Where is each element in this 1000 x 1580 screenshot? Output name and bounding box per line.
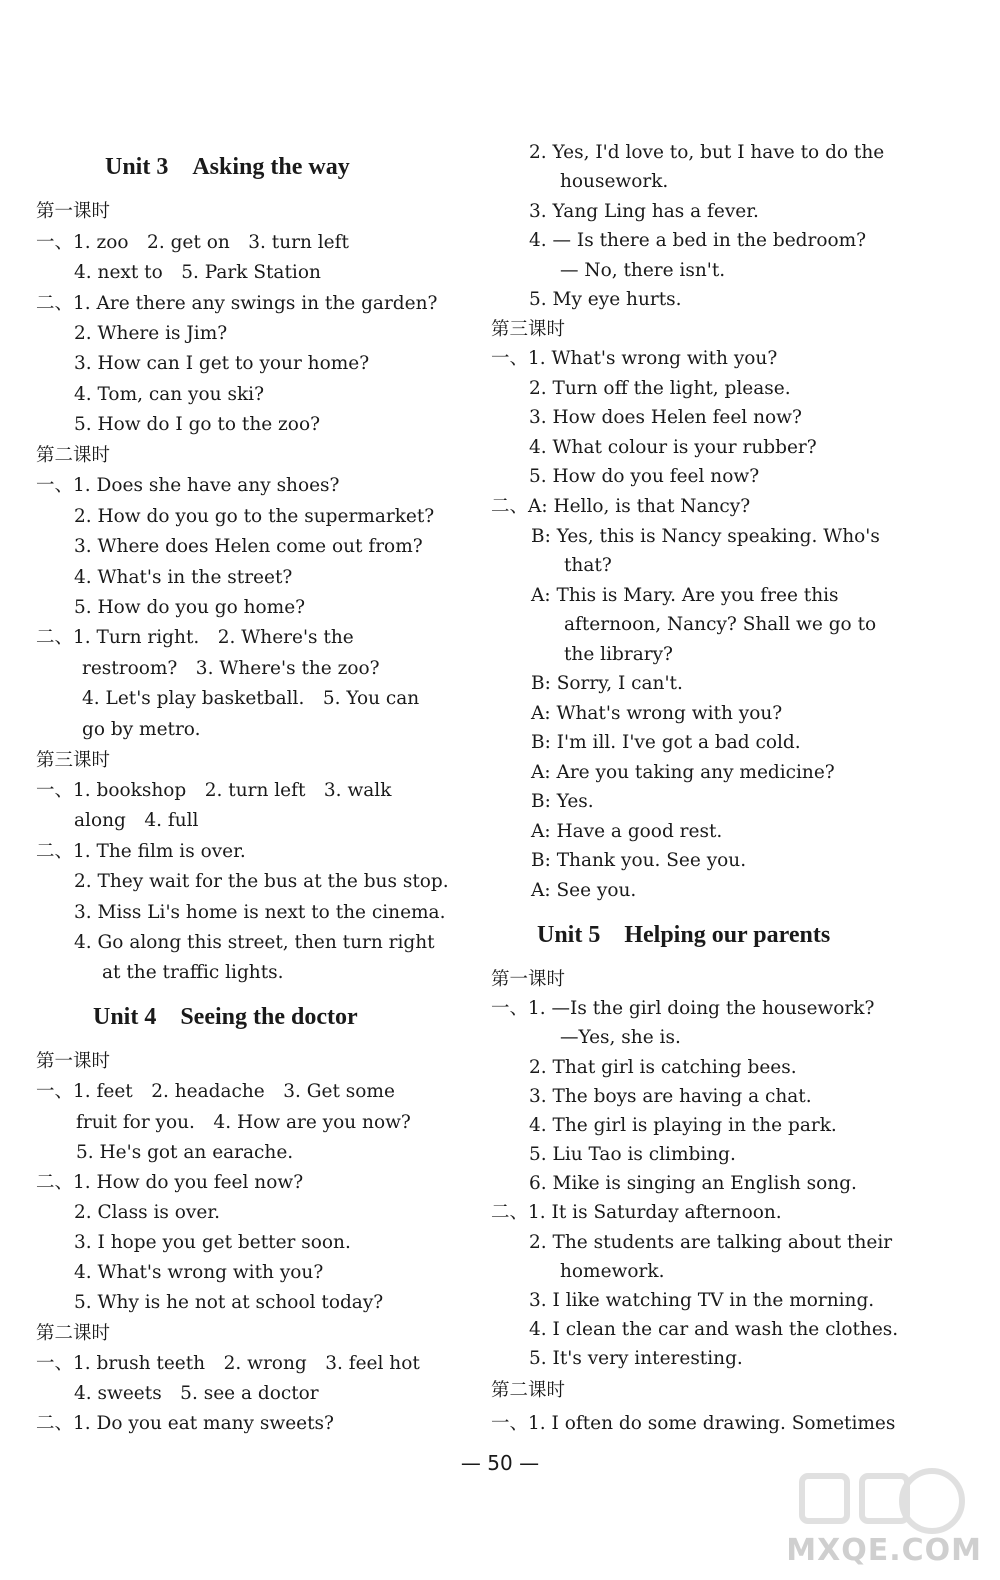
answer-line: afternoon, Nancy? Shall we go to bbox=[564, 614, 877, 635]
answer-line: B: Yes. bbox=[531, 791, 594, 812]
answer-line: 4. — Is there a bed in the bedroom? bbox=[529, 230, 867, 251]
answer-line: 3. How can I get to your home? bbox=[74, 353, 370, 374]
answer-line: 2. The students are talking about their bbox=[529, 1232, 893, 1253]
lesson-heading: 第三课时 bbox=[36, 750, 111, 771]
answer-line: the library? bbox=[564, 644, 673, 665]
watermark-text: MXQE.COM bbox=[786, 1533, 982, 1568]
answer-line: 一、1. What's wrong with you? bbox=[491, 348, 778, 369]
answer-line: A: See you. bbox=[531, 880, 637, 901]
answer-line: along 4. full bbox=[74, 810, 199, 831]
lesson-heading: 第一课时 bbox=[36, 1051, 111, 1072]
answer-line: —Yes, she is. bbox=[560, 1027, 681, 1048]
answer-line: 一、1. brush teeth 2. wrong 3. feel hot bbox=[36, 1353, 420, 1374]
lesson-heading: 第三课时 bbox=[491, 319, 566, 340]
answer-line: homework. bbox=[560, 1261, 665, 1282]
answer-line: at the traffic lights. bbox=[102, 962, 284, 983]
lesson-heading: 第二课时 bbox=[491, 1380, 566, 1401]
answer-line: 一、1. I often do some drawing. Sometimes bbox=[491, 1413, 896, 1434]
lesson-heading: 第一课时 bbox=[491, 969, 566, 990]
unit-4-title: Unit 4 Seeing the doctor bbox=[93, 1004, 358, 1030]
answer-line: A: What's wrong with you? bbox=[531, 703, 783, 724]
answer-line: 4. What colour is your rubber? bbox=[529, 437, 817, 458]
answer-line: that? bbox=[564, 555, 612, 576]
answer-line: A: This is Mary. Are you free this bbox=[531, 585, 839, 606]
answer-line: 5. It's very interesting. bbox=[529, 1348, 743, 1369]
answer-line: 2. That girl is catching bees. bbox=[529, 1057, 797, 1078]
answer-line: 2. Where is Jim? bbox=[74, 323, 228, 344]
answer-line: 5. Why is he not at school today? bbox=[74, 1292, 384, 1313]
answer-line: 一、1. feet 2. headache 3. Get some bbox=[36, 1081, 395, 1102]
answer-line: 3. Yang Ling has a fever. bbox=[529, 201, 759, 222]
answer-line: 5. How do you feel now? bbox=[529, 466, 760, 487]
answer-line: 二、1. It is Saturday afternoon. bbox=[491, 1202, 782, 1223]
answer-line: restroom? 3. Where's the zoo? bbox=[82, 658, 380, 679]
answer-line: B: Sorry, I can't. bbox=[531, 673, 683, 694]
answer-line: 4. The girl is playing in the park. bbox=[529, 1115, 837, 1136]
answer-line: 4. Go along this street, then turn right bbox=[74, 932, 435, 953]
lesson-heading: 第二课时 bbox=[36, 445, 111, 466]
page-number: — 50 — bbox=[460, 1451, 540, 1475]
answer-line: 6. Mike is singing an English song. bbox=[529, 1173, 857, 1194]
answer-line: 5. How do you go home? bbox=[74, 597, 306, 618]
answer-line: B: I'm ill. I've got a bad cold. bbox=[531, 732, 801, 753]
answer-line: 3. Miss Li's home is next to the cinema. bbox=[74, 902, 446, 923]
answer-line: 一、1. bookshop 2. turn left 3. walk bbox=[36, 780, 392, 801]
answer-line: 二、1. How do you feel now? bbox=[36, 1172, 304, 1193]
answer-line: 3. I hope you get better soon. bbox=[74, 1232, 351, 1253]
answer-line: A: Are you taking any medicine? bbox=[531, 762, 835, 783]
answer-line: housework. bbox=[560, 171, 669, 192]
answer-line: 一、1. zoo 2. get on 3. turn left bbox=[36, 232, 349, 253]
lesson-heading: 第二课时 bbox=[36, 1323, 111, 1344]
answer-line: B: Thank you. See you. bbox=[531, 850, 747, 871]
answer-line: 3. The boys are having a chat. bbox=[529, 1086, 812, 1107]
lesson-heading: 第一课时 bbox=[36, 201, 111, 222]
answer-line: 5. My eye hurts. bbox=[529, 289, 682, 310]
answer-line: 2. They wait for the bus at the bus stop. bbox=[74, 871, 449, 892]
answer-line: A: Have a good rest. bbox=[531, 821, 723, 842]
answer-line: 4. Tom, can you ski? bbox=[74, 384, 264, 405]
answer-line: 2. How do you go to the supermarket? bbox=[74, 506, 435, 527]
answer-line: 4. I clean the car and wash the clothes. bbox=[529, 1319, 899, 1340]
unit-3-title: Unit 3 Asking the way bbox=[105, 154, 350, 180]
answer-line: 3. Where does Helen come out from? bbox=[74, 536, 423, 557]
answer-line: 4. What's wrong with you? bbox=[74, 1262, 324, 1283]
answer-line: B: Yes, this is Nancy speaking. Who's bbox=[531, 526, 880, 547]
answer-line: 二、1. Are there any swings in the garden? bbox=[36, 293, 438, 314]
answer-line: 二、1. The film is over. bbox=[36, 841, 246, 862]
answer-line: 一、1. —Is the girl doing the housework? bbox=[491, 998, 875, 1019]
answer-line: 5. Liu Tao is climbing. bbox=[529, 1144, 736, 1165]
answer-line: — No, there isn't. bbox=[560, 260, 726, 281]
answer-line: 4. Let's play basketball. 5. You can bbox=[82, 688, 420, 709]
answer-line: 二、1. Turn right. 2. Where's the bbox=[36, 627, 354, 648]
answer-line: 2. Class is over. bbox=[74, 1202, 221, 1223]
answer-line: 3. I like watching TV in the morning. bbox=[529, 1290, 875, 1311]
answer-line: 4. What's in the street? bbox=[74, 567, 293, 588]
unit-5-title: Unit 5 Helping our parents bbox=[537, 922, 831, 948]
answer-line: 一、1. Does she have any shoes? bbox=[36, 475, 340, 496]
answer-line: 二、1. Do you eat many sweets? bbox=[36, 1413, 334, 1434]
answer-line: fruit for you. 4. How are you now? bbox=[76, 1112, 411, 1133]
answer-line: go by metro. bbox=[82, 719, 201, 740]
answer-line: 2. Yes, I'd love to, but I have to do the bbox=[529, 142, 885, 163]
answer-line: 4. next to 5. Park Station bbox=[74, 262, 321, 283]
answer-line: 二、A: Hello, is that Nancy? bbox=[491, 496, 751, 517]
answer-line: 3. How does Helen feel now? bbox=[529, 407, 802, 428]
answer-line: 2. Turn off the light, please. bbox=[529, 378, 791, 399]
answer-line: 4. sweets 5. see a doctor bbox=[74, 1383, 319, 1404]
answer-line: 5. He's got an earache. bbox=[76, 1142, 294, 1163]
answer-line: 5. How do I go to the zoo? bbox=[74, 414, 321, 435]
